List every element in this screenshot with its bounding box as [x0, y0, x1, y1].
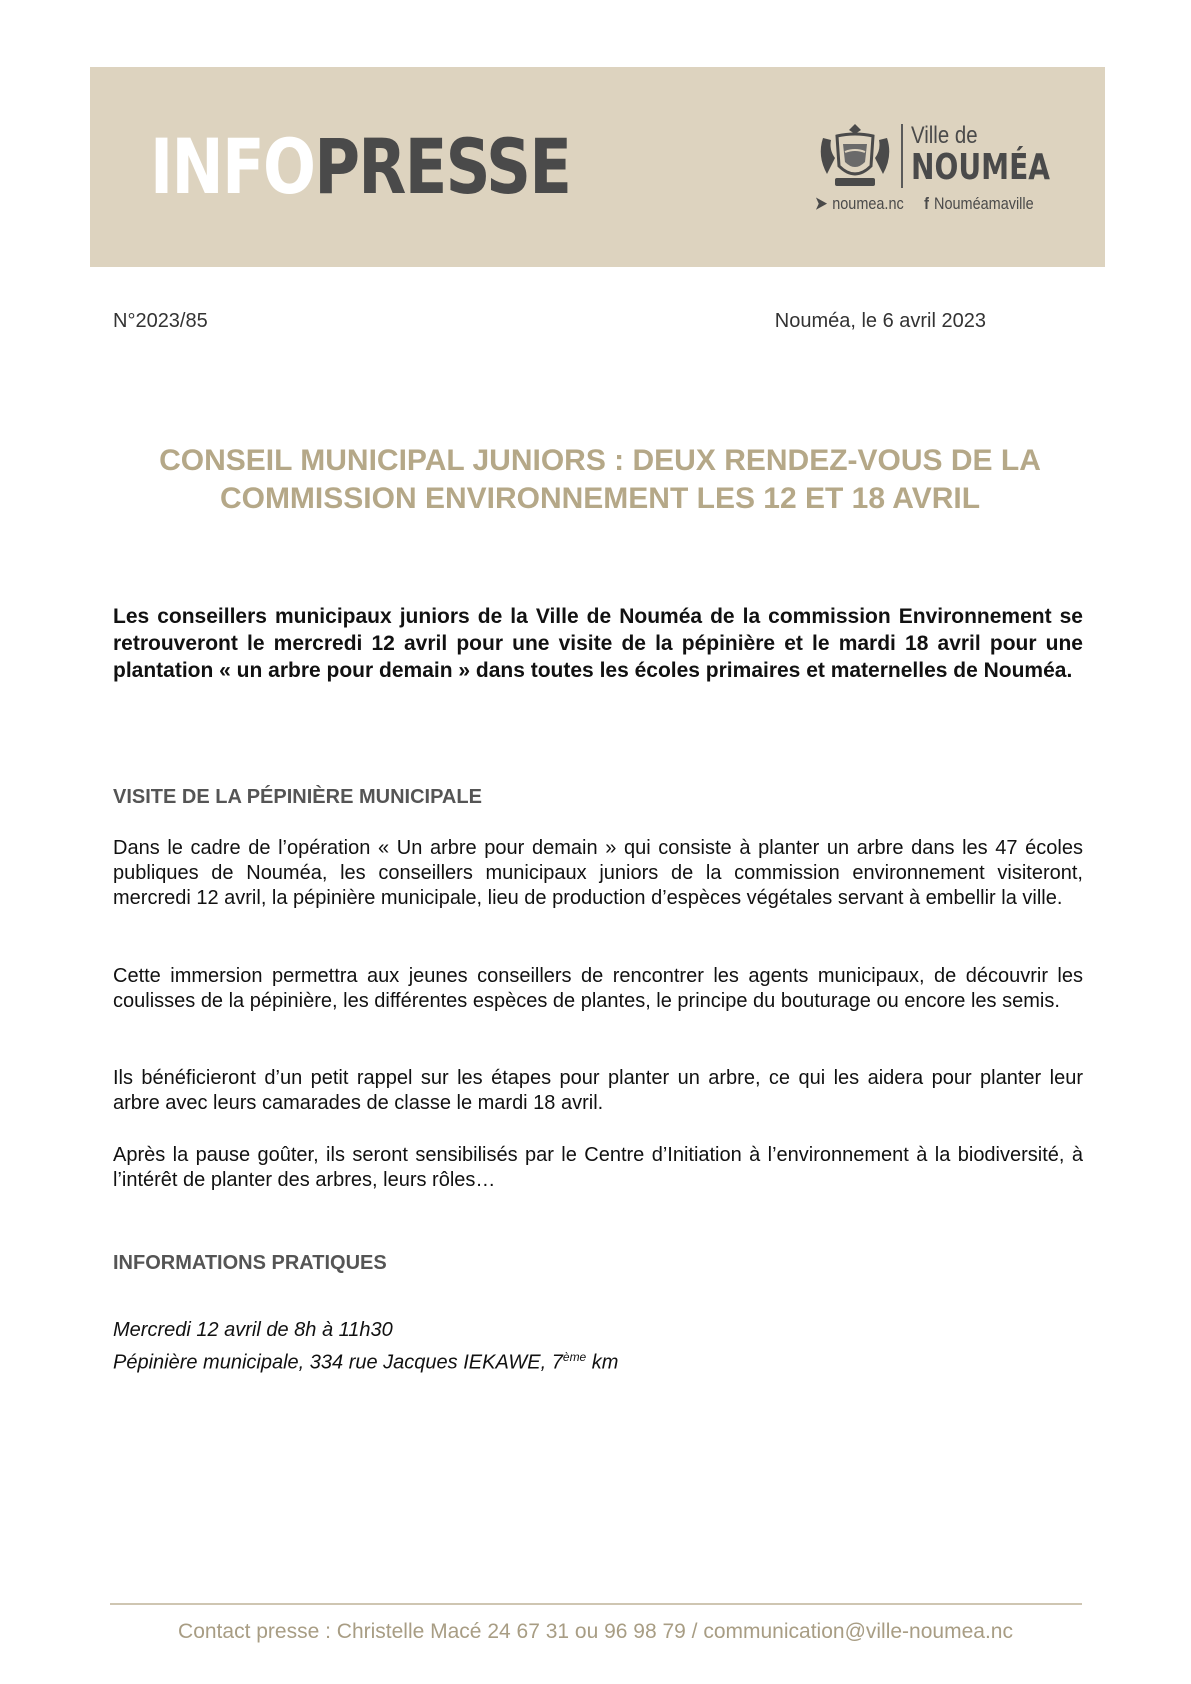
practical-info — [113, 1317, 618, 1377]
event-datetime: Mercredi 12 avril de 8h à 11h30 — [113, 1319, 393, 1341]
press-release-number: N°2023/85 — [113, 310, 208, 332]
facebook-icon: f — [924, 194, 929, 213]
lead-paragraph: Les conseillers municipaux juniors de la Ville de Nouméa de la commission Environnement se retrouveront le mercredi 12 avril pour une visite de la pépinière et le mardi 18 avril pour une plantation « un arbre pour demain » dans toutes les écoles primaires et maternelles de Nouméa. — [113, 605, 1083, 682]
footer-divider — [110, 1603, 1082, 1605]
section-heading-pepiniere: VISITE DE LA PÉPINIÈRE MUNICIPALE — [113, 786, 482, 808]
logo-noumea: NOUMÉA — [911, 147, 1051, 188]
body-paragraph: Ils bénéficieront d’un petit rappel sur les étapes pour planter un arbre, ce qui les aidera pour planter leur arbre avec leurs camarades de classe le mardi 18 avril. — [113, 1067, 1083, 1114]
logo-ville-de: Ville de — [911, 122, 978, 149]
body-paragraph: Après la pause goûter, ils seront sensibilisés par le Centre d’Initiation à l’environnement à la biodiversité, à l’intérêt de planter des arbres, leurs rôles… — [113, 1144, 1083, 1191]
press-contact: Contact presse : Christelle Macé 24 67 31 ou 96 98 79 / communication@ville-noumea.nc — [178, 1620, 1013, 1643]
logo-separator — [901, 124, 903, 188]
title-line-1: CONSEIL MUNICIPAL JUNIORS : DEUX RENDEZ-VOUS DE LA — [159, 444, 1041, 477]
title-line-2: COMMISSION ENVIRONNEMENT LES 12 ET 18 AVRIL — [219, 482, 981, 515]
arrow-pointer-icon: ➤ — [815, 194, 828, 213]
body-paragraph: Cette immersion permettra aux jeunes conseillers de rencontrer les agents municipaux, de découvrir les coulisses de la pépinière, les différentes espèces de plantes, le principe du bouturage ou encore les semis. — [113, 965, 1083, 1012]
city-crest-icon — [815, 122, 895, 192]
page-title — [100, 442, 1100, 518]
section-heading-infos-pratiques: INFORMATIONS PRATIQUES — [113, 1252, 387, 1274]
ville-de-noumea-logo — [815, 122, 1055, 212]
wordmark-info: INFO — [150, 122, 315, 211]
social-links — [815, 194, 1034, 214]
wordmark-presse: PRESSE — [314, 122, 571, 211]
website-link[interactable]: noumea.nc — [832, 194, 904, 213]
header-banner — [90, 67, 1105, 267]
body-paragraph: Dans le cadre de l’opération « Un arbre pour demain » qui consiste à planter un arbre dans les 47 écoles publiques de Nouméa, les conseillers municipaux juniors de la commission environnement visiteront, mercredi 12 avril, la pépinière municipale, lieu de production d’espèces végétales servant à embellir la ville. — [113, 837, 1083, 909]
event-location: Pépinière municipale, 334 rue Jacques IEKAWE, 7ème km — [113, 1350, 619, 1374]
info-presse-wordmark — [150, 122, 571, 211]
press-release-date: Nouméa, le 6 avril 2023 — [774, 310, 986, 332]
facebook-link[interactable]: Nouméamaville — [934, 194, 1034, 213]
